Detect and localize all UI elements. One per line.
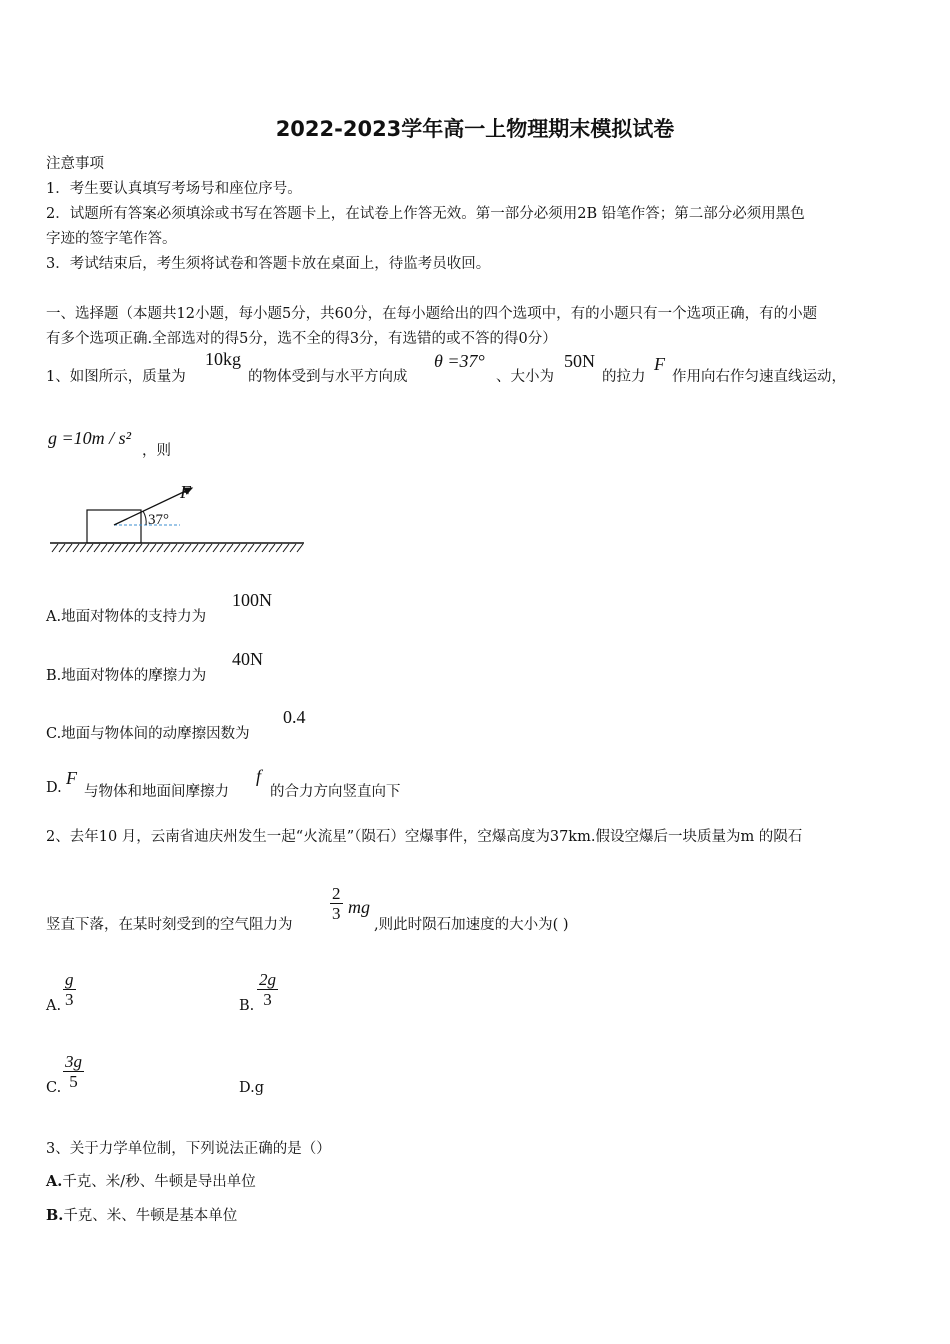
q2-stem-part: 竖直下落，在某时刻受到的空气阻力为 [46, 917, 293, 933]
section-heading-cont: 有多个选项正确.全部选对的得5分，选不全的得3分，有选错的或不答的得0分） [46, 331, 557, 347]
q3-option-b [46, 1204, 237, 1225]
q3-option-b-label: B. [46, 1207, 64, 1224]
notice-item: 2．试题所有答案必须填涂或书写在答题卡上，在试卷上作答无效。第一部分必须用2B 铅笔作答；第二部分必须用黑色 [46, 206, 805, 222]
q1-stem-part: 的物体受到与水平方向成 [248, 369, 408, 385]
notice-item: 字迹的签字笔作答。 [46, 231, 177, 247]
q1-stem-part: 、大小为 [496, 369, 554, 385]
q1-gravity: g =10m / s² [48, 428, 132, 448]
q3-stem: 3、关于力学单位制，下列说法正确的是（） [46, 1141, 331, 1157]
q1-stem-part: 作用向右作匀速直线运动， [672, 369, 846, 385]
q1-stem-part: 的拉力 [602, 369, 646, 385]
notice-item: 1．考生要认真填写考场号和座位序号。 [46, 181, 302, 197]
q3-option-a-label: A. [46, 1173, 63, 1190]
notice-heading: 注意事项 [46, 156, 104, 172]
q2-option-b-fraction: $\frac{2g}{3}$ [259, 970, 276, 1009]
q2-option-c-label: C. [46, 1080, 62, 1096]
q3-option-a [46, 1170, 256, 1191]
q1-option-d-text: 与物体和地面间摩擦力 [84, 784, 229, 800]
q2-option-a-label: A. [46, 998, 62, 1014]
q1-option-a: A.地面对物体的支持力为 [46, 609, 207, 625]
force-diagram [46, 478, 308, 554]
q2-resistance-fraction: $\frac{2}{3}$ [332, 884, 341, 923]
section-heading: 一、选择题（本题共12小题，每小题5分，共60分，在每小题给出的四个选项中，有的小题只有一个选项正确，有的小题 [46, 306, 818, 322]
q1-F-symbol: F [654, 354, 665, 374]
q1-stem-part: 1、如图所示，质量为 [46, 369, 186, 385]
q2-option-c-fraction: $\frac{3g}{5}$ [65, 1052, 82, 1091]
q2-option-d: D.g [239, 1080, 264, 1096]
q2-stem-part: ,则此时陨石加速度的大小为( ) [374, 917, 569, 933]
q2-stem-line1: 2、去年10 月，云南省迪庆州发生一起“火流星”（陨石）空爆事件，空爆高度为37km.假设空爆后一块质量为m 的陨石 [46, 829, 803, 845]
notice-item: 3．考试结束后，考生须将试卷和答题卡放在桌面上，待监考员收回。 [46, 256, 491, 272]
q1-option-c-value: 0.4 [283, 707, 306, 727]
q1-mass: 10kg [205, 349, 241, 369]
q1-option-a-value: 100N [232, 590, 272, 610]
q1-option-b: B.地面对物体的摩擦力为 [46, 668, 207, 684]
q1-option-b-value: 40N [232, 649, 263, 669]
q1-option-d-F: F [66, 768, 77, 788]
q1-option-d-f: f [256, 766, 262, 786]
q1-angle: θ =37° [434, 351, 485, 371]
q1-option-d-end: 的合力方向竖直向下 [270, 784, 401, 800]
q3-option-a-text: 千克、米/秒、牛顿是导出单位 [62, 1174, 256, 1190]
ground-hatching [52, 544, 303, 552]
q1-option-d-label: D. [46, 780, 62, 796]
q1-option-c: C.地面与物体间的动摩擦因数为 [46, 726, 250, 742]
q2-option-b-label: B. [239, 998, 255, 1014]
q1-then: ，则 [142, 443, 171, 459]
q2-option-a-fraction: $\frac{g}{3}$ [65, 970, 74, 1009]
force-label: F [180, 482, 191, 502]
q3-option-b-text: 千克、米、牛顿是基本单位 [63, 1208, 238, 1224]
block [87, 510, 141, 543]
angle-arc [143, 511, 146, 525]
angle-label: 37° [148, 512, 169, 528]
page-title: 2022-2023学年高一上物理期末模拟试卷 [275, 117, 675, 141]
q2-resistance-mg: mg [348, 897, 370, 917]
q1-force: 50N [564, 351, 595, 371]
